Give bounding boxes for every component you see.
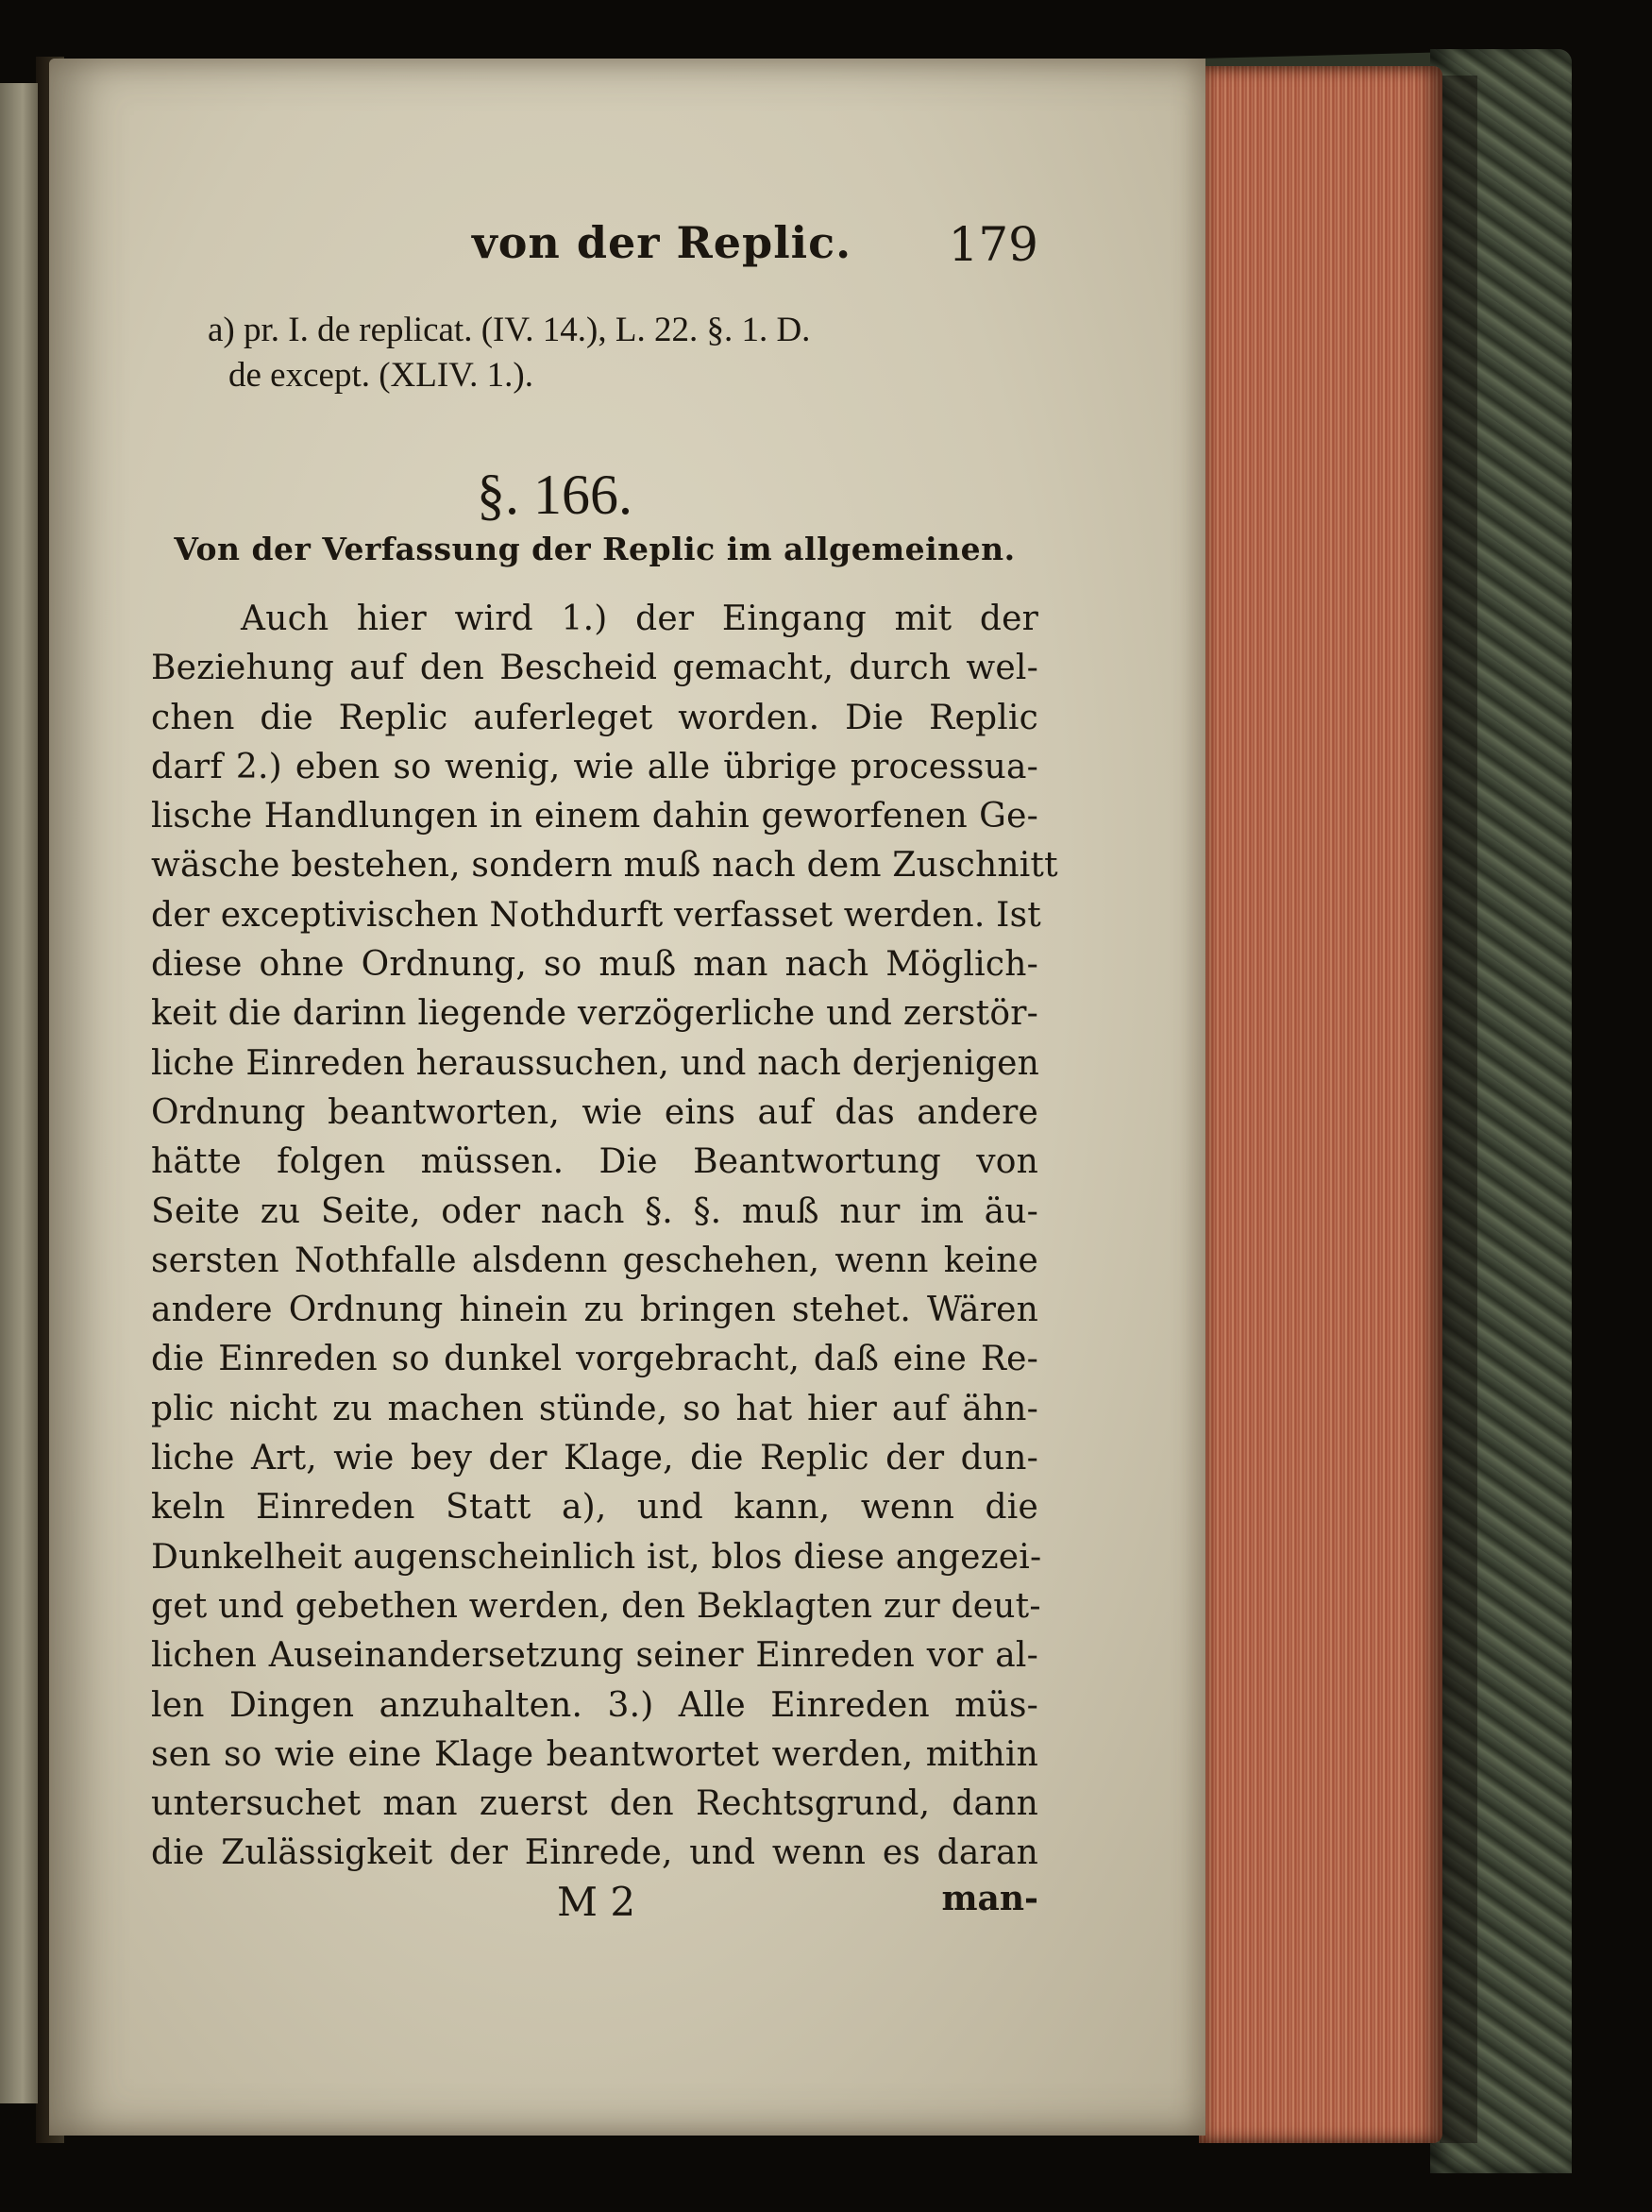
body-line: Dunkelheit augenscheinlich ist, blos diese angezei- (151, 1537, 1042, 1577)
body-line: die Zulässigkeit der Einrede, und wenn es daran (151, 1833, 1038, 1873)
body-line: sersten Nothfalle alsdenn geschehen, wenn keine (151, 1241, 1038, 1280)
body-line: Beziehung auf den Bescheid gemacht, durch wel- (151, 649, 1038, 688)
body-line: chen die Replic auferleget worden. Die Replic (151, 698, 1038, 737)
body-line: hätte folgen müssen. Die Beantwortung von (151, 1142, 1038, 1182)
body-line: die Einreden so dunkel vorgebracht, daß eine Re- (151, 1340, 1038, 1379)
body-text (151, 595, 1058, 1879)
section-heading: Von der Verfassung der Replic im allgemeinen. (174, 531, 1016, 567)
body-line: diese ohne Ordnung, so muß man nach Möglich- (151, 945, 1038, 985)
body-line: untersuchet man zuerst den Rechtsgrund, dann (151, 1784, 1038, 1824)
footnote (208, 308, 1038, 398)
body-line: der exceptivischen Nothdurft verfasset werden. Ist (151, 895, 1041, 935)
body-line: lichen Auseinandersetzung seiner Einreden vor al- (151, 1636, 1038, 1676)
section-number: §. 166. (477, 464, 632, 526)
page-number: 179 (948, 217, 1038, 272)
page-edges (1199, 66, 1442, 2143)
page-footer (151, 1879, 1038, 1935)
footnote-line: a) pr. I. de replicat. (IV. 14.), L. 22. §. 1. D. (208, 311, 811, 349)
footnote-line: de except. (XLIV. 1.). (228, 356, 533, 395)
cover-shadow (1440, 76, 1477, 2143)
body-line: plic nicht zu machen stünde, so hat hier auf ähn- (151, 1389, 1038, 1428)
body-line: keln Einreden Statt a), und kann, wenn die (151, 1488, 1038, 1528)
body-line: liche Einreden heraussuchen, und nach derjenigen (151, 1043, 1039, 1083)
running-title: von der Replic. (472, 217, 852, 268)
signature-mark: M 2 (557, 1879, 636, 1925)
body-line: Ordnung beantworten, wie eins auf das andere (151, 1092, 1038, 1132)
body-line: andere Ordnung hinein zu bringen stehet. Wären (151, 1291, 1038, 1330)
body-line: Auch hier wird 1.) der Eingang mit der (241, 599, 1038, 638)
page-header (151, 217, 1038, 283)
catchword: man- (941, 1879, 1038, 1918)
body-line: len Dingen anzuhalten. 3.) Alle Einreden müs- (151, 1685, 1038, 1725)
body-line: lische Handlungen in einem dahin geworfenen Ge- (151, 797, 1038, 836)
body-line: keit die darinn liegende verzögerliche und zerstör- (151, 994, 1038, 1034)
body-line: liche Art, wie bey der Klage, die Replic der dun- (151, 1439, 1038, 1478)
left-page-edge (0, 83, 38, 2103)
body-line: sen so wie eine Klage beantwortet werden, mithin (151, 1734, 1038, 1774)
body-line: get und gebethen werden, den Beklagten zur deut- (151, 1586, 1041, 1626)
body-line: darf 2.) eben so wenig, wie alle übrige processua- (151, 747, 1038, 786)
body-line: wäsche bestehen, sondern muß nach dem Zuschnitt (151, 846, 1058, 886)
body-line: Seite zu Seite, oder nach §. §. muß nur im äu- (151, 1191, 1038, 1231)
